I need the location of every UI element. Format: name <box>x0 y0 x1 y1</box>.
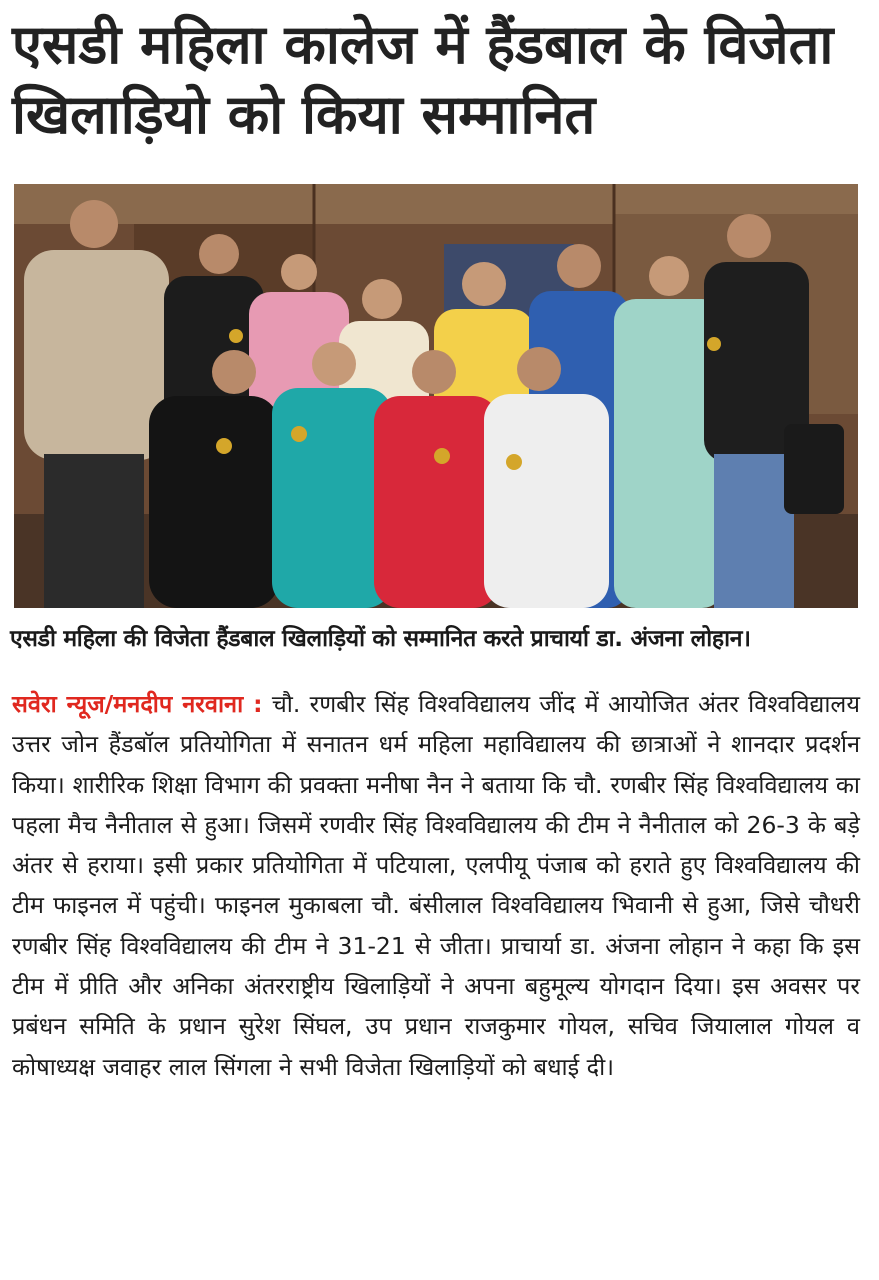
photo-caption: एसडी महिला की विजेता हैंडबाल खिलाड़ियों को सम्मानित करते प्राचार्या डा. अंजना लोहान। <box>10 626 751 652</box>
news-photo <box>14 184 858 608</box>
headline: एसडी महिला कालेज में हैंडबाल के विजेता खिलाड़ियो को किया सम्मानित <box>12 13 834 146</box>
group-photo-illustration <box>14 184 858 608</box>
article-body-text: चौ. रणबीर सिंह विश्वविद्यालय जींद में आयोजित अंतर विश्वविद्यालय उत्तर जोन हैंडबॉल प्रतियोगिता में सनातन धर्म महिला महाविद्यालय की छात्राओं ने शानदार प्रदर्शन किया। शारीरिक शिक्षा विभाग की प्रवक्ता मनीषा नैन ने बताया कि चौ. रणबीर सिंह विश्वविद्यालय का पहला मैच नैनीताल से हुआ। जिसमें रणवीर सिंह विश्वविद्यालय की टीम ने नैनीताल को 26-3 के बड़े अंतर से हराया। इसी प्रकार प्रतियोगिता में पटियाला, एलपीयू पंजाब को हराते हुए विश्वविद्यालय की टीम फाइनल में पहुंची। फाइनल मुकाबला चौ. बंसीलाल विश्वविद्यालय भिवानी से हुआ, जिसे चौधरी रणबीर सिंह विश्वविद्यालय की टीम ने 31-21 से जीता। प्राचार्या डा. अंजना लोहान ने कहा कि इस टीम में प्रीति और अनिका अंतरराष्ट्रीय खिलाड़ियों ने अपना बहुमूल्य योगदान दिया। इस अवसर पर प्रबंधन समिति के प्रधान सुरेश सिंघल, उप प्रधान राजकुमार गोयल, सचिव जियालाल गोयल व कोषाध्यक्ष जवाहर लाल सिंगला ने सभी विजेता खिलाड़ियों को बधाई दी। <box>12 690 860 1081</box>
byline: सवेरा न्यूज/मनदीप नरवाना : <box>12 690 263 718</box>
article-body <box>12 684 860 1087</box>
